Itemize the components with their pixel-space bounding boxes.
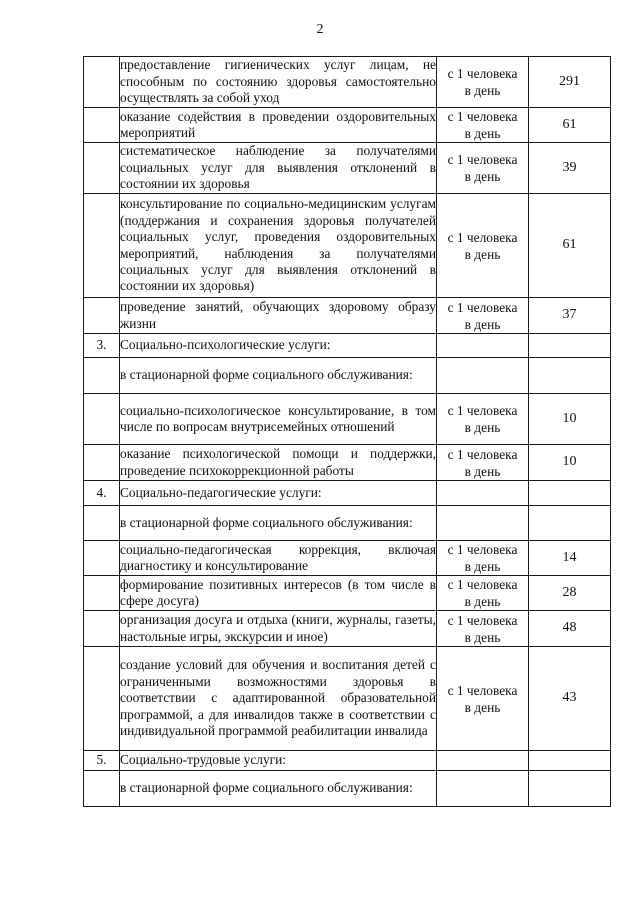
table-row [84, 541, 611, 576]
unit-cell [437, 194, 529, 298]
service-description: формирование позитивных интересов (в том числе в сфере досуга) [120, 576, 437, 611]
unit-line-2: в день [464, 246, 501, 262]
table-row [84, 298, 611, 334]
unit-line-2: в день [464, 169, 501, 184]
table-row [84, 771, 611, 807]
section-row [84, 751, 611, 771]
value-cell [529, 771, 611, 807]
table-row [84, 108, 611, 143]
page-number: 2 [316, 22, 324, 37]
section-row [84, 481, 611, 506]
service-description: проведение занятий, обучающих здоровому образу жизни [120, 298, 437, 334]
value-cell: 28 [529, 576, 611, 611]
unit-cell [437, 481, 529, 506]
section-title: Социально-педагогические услуги: [120, 481, 437, 506]
unit-cell [437, 541, 529, 576]
value-cell: 291 [529, 57, 611, 108]
unit-cell [437, 576, 529, 611]
value-cell: 14 [529, 541, 611, 576]
row-number [84, 298, 120, 334]
value-cell [529, 506, 611, 541]
service-description: консультирование по социально-медицинским услугам (поддержания и сохранения здоровья получателей социальных услуг, проведения оздоровительных мероприятий, наблюдения за получателями социальных услуг для выявления отклонений в состоянии их здоровья) [120, 194, 437, 298]
value-cell: 61 [529, 108, 611, 143]
table-row [84, 576, 611, 611]
service-description: социально-психологическое консультирование, в том числе по вопросам внутрисемейных отношений [120, 394, 437, 445]
unit-line-2: в день [464, 629, 501, 645]
service-description: социально-педагогическая коррекция, включая диагностику и консультирование [120, 541, 437, 576]
service-description: организация досуга и отдыха (книги, журналы, газеты, настольные игры, экскурсии и иное) [120, 611, 437, 647]
service-description: оказание психологической помощи и поддержки, проведение психокоррекционной работы [120, 445, 437, 481]
section-title: Социально-психологические услуги: [120, 334, 437, 358]
unit-line-1: с 1 человека [447, 229, 518, 245]
row-number [84, 647, 120, 751]
unit-line-1: с 1 человека [447, 152, 518, 167]
table-row [84, 57, 611, 108]
row-number [84, 108, 120, 143]
unit-line-2: в день [464, 559, 501, 574]
value-cell: 61 [529, 194, 611, 298]
section-number: 3. [84, 334, 120, 358]
unit-line-1: с 1 человека [447, 66, 518, 81]
row-number [84, 394, 120, 445]
unit-line-2: в день [464, 594, 501, 609]
unit-cell [437, 647, 529, 751]
section-row [84, 334, 611, 358]
unit-cell [437, 334, 529, 358]
unit-line-2: в день [464, 83, 501, 98]
value-cell: 48 [529, 611, 611, 647]
table-row [84, 445, 611, 481]
unit-line-2: в день [464, 463, 501, 479]
service-description: создание условий для обучения и воспитания детей с ограниченными возможностями здоровья в соответствии с адаптированной образовательной программой, а для инвалидов также в соответствии с индивидуальной программой реабилитации инвалида [120, 647, 437, 751]
table-row [84, 647, 611, 751]
unit-line-2: в день [464, 699, 501, 715]
unit-line-1: с 1 человека [447, 403, 518, 418]
service-description: систематическое наблюдение за получателями социальных услуг для выявления отклонений в состоянии их здоровья [120, 143, 437, 194]
value-cell: 43 [529, 647, 611, 751]
service-description: оказание содействия в проведении оздоровительных мероприятий [120, 108, 437, 143]
row-number [84, 445, 120, 481]
value-cell: 10 [529, 445, 611, 481]
row-number [84, 57, 120, 108]
row-number [84, 541, 120, 576]
unit-line-2: в день [464, 316, 501, 332]
unit-line-1: с 1 человека [447, 577, 518, 592]
table-row [84, 506, 611, 541]
row-number [84, 771, 120, 807]
subsection-title: в стационарной форме социального обслуживания: [120, 771, 437, 807]
section-title: Социально-трудовые услуги: [120, 751, 437, 771]
unit-cell [437, 445, 529, 481]
value-cell: 39 [529, 143, 611, 194]
subsection-title: в стационарной форме социального обслуживания: [120, 358, 437, 394]
unit-cell [437, 506, 529, 541]
subsection-title: в стационарной форме социального обслуживания: [120, 506, 437, 541]
row-number [84, 611, 120, 647]
table-row [84, 394, 611, 445]
value-cell: 37 [529, 298, 611, 334]
value-cell: 10 [529, 394, 611, 445]
service-description: предоставление гигиенических услуг лицам, не способным по состоянию здоровья самостоятельно осуществлять за собой уход [120, 57, 437, 108]
row-number [84, 506, 120, 541]
unit-cell [437, 108, 529, 143]
table-row [84, 358, 611, 394]
unit-cell [437, 143, 529, 194]
unit-line-1: с 1 человека [447, 542, 518, 557]
unit-line-2: в день [464, 126, 501, 141]
section-number: 5. [84, 751, 120, 771]
unit-cell [437, 358, 529, 394]
unit-line-2: в день [464, 420, 501, 435]
unit-line-1: с 1 человека [447, 682, 518, 698]
unit-line-1: с 1 человека [447, 446, 518, 462]
section-number: 4. [84, 481, 120, 506]
value-cell [529, 481, 611, 506]
table-row [84, 143, 611, 194]
unit-cell [437, 771, 529, 807]
unit-line-1: с 1 человека [447, 299, 518, 315]
unit-cell [437, 57, 529, 108]
row-number [84, 194, 120, 298]
unit-line-1: с 1 человека [447, 612, 518, 628]
value-cell [529, 358, 611, 394]
unit-line-1: с 1 человека [447, 109, 518, 124]
table-row [84, 194, 611, 298]
unit-cell [437, 611, 529, 647]
unit-cell [437, 298, 529, 334]
unit-cell [437, 394, 529, 445]
unit-cell [437, 751, 529, 771]
row-number [84, 576, 120, 611]
row-number [84, 358, 120, 394]
row-number [84, 143, 120, 194]
value-cell [529, 334, 611, 358]
table-row [84, 611, 611, 647]
services-tariff-table [83, 56, 611, 807]
value-cell [529, 751, 611, 771]
